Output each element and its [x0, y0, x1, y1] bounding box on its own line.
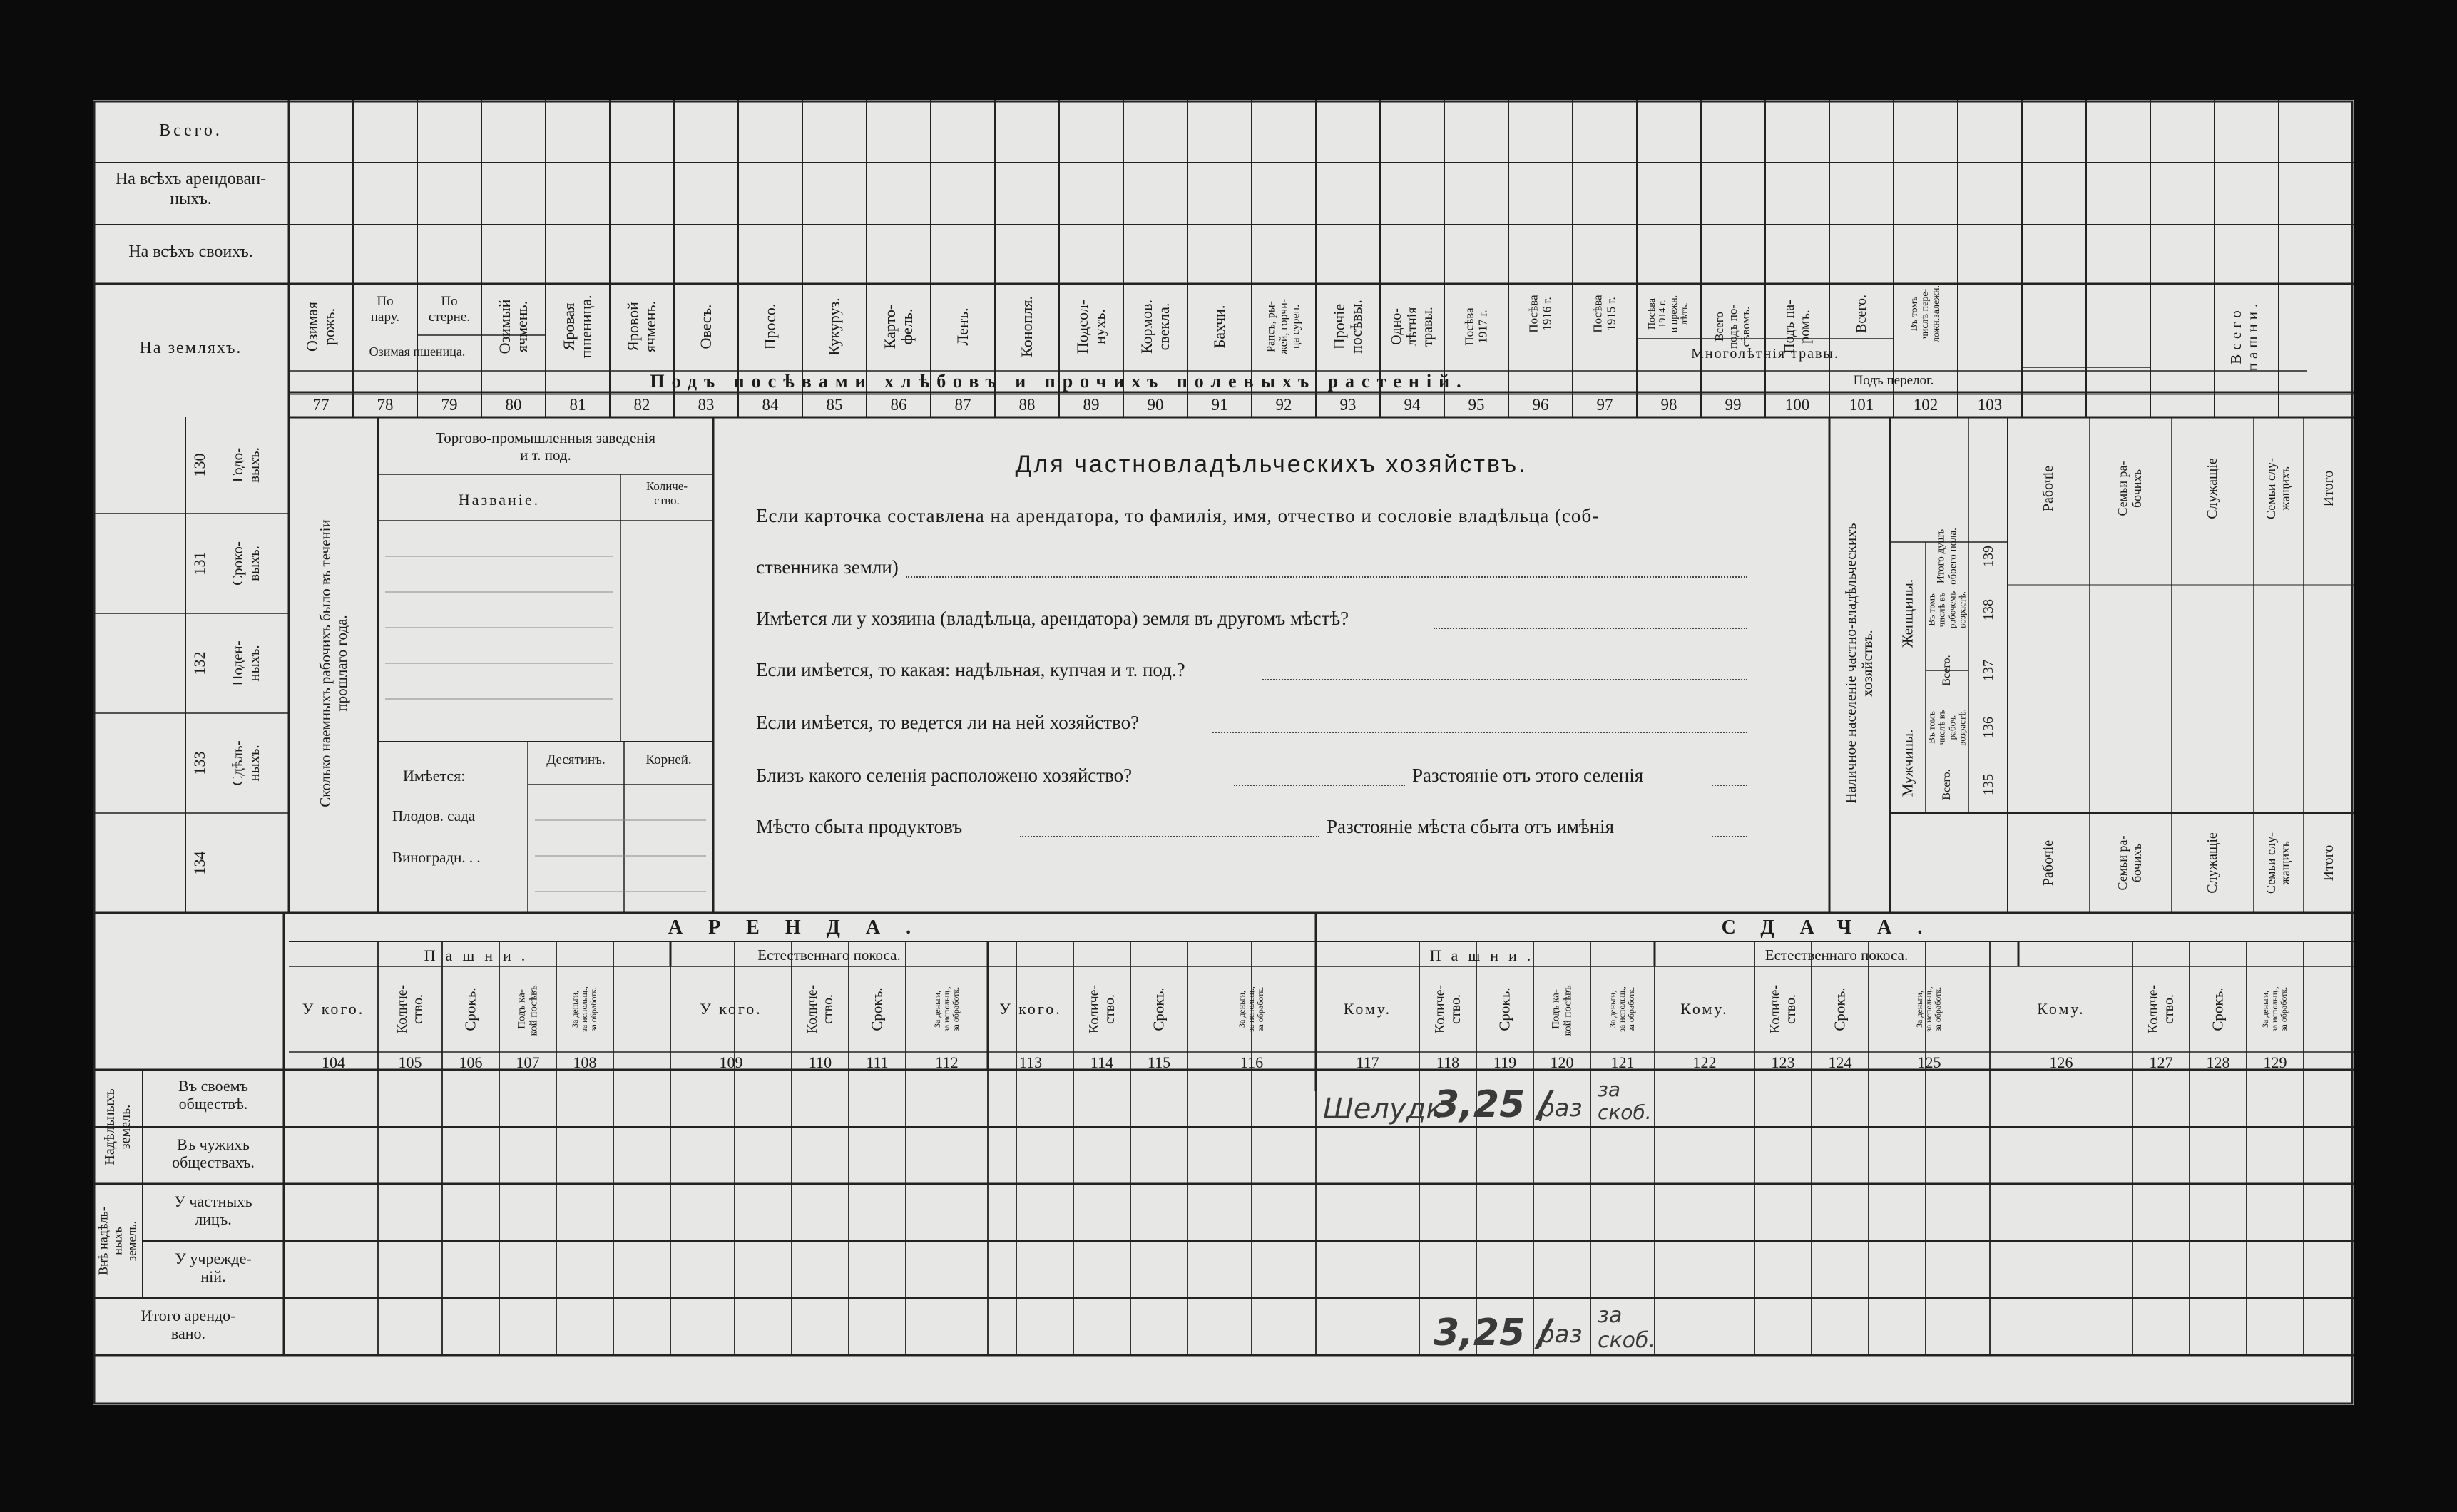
arenda-title: АРЕНДА. [668, 916, 937, 939]
column-number: 98 [1660, 396, 1677, 414]
sdacha-title: СДАЧА. [1721, 916, 1948, 939]
question-land-type: Если имѣется, то какая: надѣльная, купчая и т. под.? [756, 659, 1185, 680]
lease-party-header: Кому. [1680, 1000, 1729, 1018]
arenda-pashni-label: Пашни. [424, 946, 536, 964]
crops-band-title: Подъ посѣвами хлѣбовъ и прочихъ полевыхъ растеній. [650, 371, 1468, 392]
column-number: 96 [1532, 396, 1549, 414]
arenda-pokos-label: Естественнаго покоса. [757, 946, 901, 964]
question-market-distance: Разстояніе мѣста сбыта отъ имѣнія [1327, 816, 1615, 837]
census-card: Всего. На всѣхъ арендован- ныхъ. На всѣхъ своихъ. На земляхъ. Озимая рожь. По пару. По стерне. Озимая пшеница. Озимый ячмень. Яровая пшеница. Яровой ячмень. Овесъ. Просо. Кукуруз. Карто- фель. Ленъ. Конопля. Подсол- нухъ. Кормов. свекла. Бахчи. Рапсъ, ры- жей, горчи- ца суреп. Прочіе посѣвы. Одно- лѣтнія травы. Посѣва 1917 г. Посѣва 1916 г. Посѣва 1915 г. Посѣва 1914 г. и прежн. лѣтъ. Многолѣтнія травы. Всего подъ по- сѣвомъ. Подъ па- ромъ. Всего. Въ томъ числѣ пере- ложн.залежн. Подъ перелог. Всего пашни. Подъ посѣвами хлѣбовъ и прочихъ полевыхъ растеній. 77 78 79 80 81 82 83 84 85 86 87 88 89 90 91 92 93 94 95 96 97 98 99 100 101 102 103 130 131 132 133 134 Годо- выхъ. Сроко- выхъ. Поден- ныхъ. Сдѣль- ныхъ. Сколько наемныхъ рабочихъ было въ теченіи прошлаго года. Торгово-промышленныя заведенія и т. под. Названіе. Количе- ство. Имѣется: Плодов. сада Виноградн. . . Десятинъ. Корней. Для частновладѣльческихъ хозяйствъ. Если карточка составлена на арендатора, то фамилія, имя, отчество и сословіе владѣльца (соб- ственника земли) Имѣется ли у хозяина (владѣльца, арендатора) земля въ другомъ мѣстѣ? Если имѣется, то какая: надѣльная, купчая и т. под.? Если имѣется, то ведется ли на ней хозяйство? Близъ какого селенія расположено хозяйство? Разстояніе отъ этого селенія Мѣсто сбыта продуктовъ Разстояніе мѣста сбыта отъ имѣнія Наличное населеніе частно-владѣльческихъ хозяйствъ. Мужчины. Женщины. Всего. Въ томъ числѣ въ рабоч. возрастѣ. Всего. Въ томъ числѣ въ рабочемъ возрастѣ. Итого душъ обоего пола. 135 136 137 138 139 Рабочіе Семьи ра- бочихъ Служащіе Семьи слу- жащихъ Итого Рабочіе Семьи ра- бочихъ Служащіе Семьи слу- жащихъ Итого АРЕНДА. СДАЧА. Пашни. Естественнаго покоса. Пашни. Естественнаго покоса. У кого. Количе- ство. Срокъ. Подъ ка- кой посѣвъ. За деньги, за испольщ., за обработк. У кого. Количе- ство. Срокъ. За деньги, за испольщ., за обработк. У кого. Количе- ство. Срокъ. За деньги, за испольщ., за обработк. Кому. Количе- ство. Срокъ. Подъ ка- кой посѣвъ. За деньги, за испольщ., за обработк. Кому. Количе- ство. Срокъ. За деньги, за испольщ., за обработк. Кому. Количе- ство. Срокъ. За деньги, за испольщ., за обработк. 104 105 106 107 108 109 110 111 112 113 114 115 116 117 118 119 120 121 122 123 124 125 126 127 128 129 Надѣльныхъ земель. Внѣ надѣль- ныхъ земель. Въ своемъ обществѣ. Въ чужихъ обществахъ. У частныхъ лицъ. У учрежде- ній. Итого арендо- вано. Шелудк 3,25 / раз за скоб. 3,25 / раз за скоб. [93, 100, 2354, 1405]
lease-column-number: 116 [1240, 1053, 1264, 1071]
answer-line-owner[interactable] [906, 576, 1747, 578]
column-number: 90 [1147, 396, 1164, 414]
lease-column-number: 121 [1610, 1053, 1635, 1071]
private-estates-title: Для частновладѣльческихъ хозяйствъ. [1015, 451, 1528, 478]
crop-header-78: По пару. [370, 294, 400, 325]
multi-year-grasses-label: Многолѣтнія травы. [1691, 346, 1839, 362]
crop-header-79: По стерне. [428, 294, 471, 325]
question-nearest-village: Близъ какого селенія расположено хозяйство? [756, 765, 1133, 786]
private-persons-label: У частныхъ лицъ. [174, 1192, 252, 1229]
question-village-distance: Разстояніе отъ этого селенія [1412, 765, 1644, 786]
column-number: 101 [1849, 396, 1874, 414]
lease-column-number: 122 [1692, 1053, 1717, 1071]
question-owner: Если карточка составлена на арендатора, то фамилія, имя, отчество и сословіе владѣльца (соб- [756, 505, 1600, 526]
korney-header: Корней. [645, 752, 692, 767]
answer-line-farming[interactable] [1212, 732, 1747, 733]
orchard-label: Плодов. сада [392, 807, 476, 824]
column-number: 79 [441, 396, 458, 414]
column-number: 94 [1404, 396, 1421, 414]
sdacha-pashni-label: Пашни. [1429, 946, 1541, 964]
column-number: 103 [1977, 396, 2003, 414]
lease-column-number: 107 [516, 1053, 540, 1071]
column-number: 102 [1913, 396, 1938, 414]
name-column-header: Названіе. [458, 491, 541, 509]
lease-column-number: 105 [398, 1053, 422, 1071]
lease-party-header: У кого. [999, 1000, 1062, 1018]
lease-column-number: 109 [719, 1053, 743, 1071]
row-label-na-zemlyakh: На земляхъ. [139, 339, 242, 357]
lease-column-number: 110 [808, 1053, 832, 1071]
row-label-svoikh: На всѣхъ своихъ. [128, 242, 253, 261]
column-number: 88 [1018, 396, 1036, 414]
column-number: 99 [1725, 396, 1742, 414]
column-number: 83 [698, 396, 715, 414]
column-number: 97 [1596, 396, 1613, 414]
column-number: 93 [1339, 396, 1357, 414]
question-farming: Если имѣется, то ведется ли на ней хозяйство? [756, 712, 1140, 733]
lease-column-number: 115 [1147, 1053, 1171, 1071]
crop-header-winter-wheat: Озимая пшеница. [369, 344, 466, 359]
lease-column-number: 112 [935, 1053, 959, 1071]
handwritten-term: раз [1539, 1094, 1583, 1123]
column-number: 82 [633, 396, 650, 414]
column-number: 89 [1083, 396, 1100, 414]
question-other-land: Имѣется ли у хозяина (владѣльца, арендатора) земля въ другомъ мѣстѣ? [756, 608, 1349, 629]
column-number: 85 [826, 396, 843, 414]
lease-column-number: 118 [1436, 1053, 1460, 1071]
lease-party-header: У кого. [700, 1000, 762, 1018]
answer-line-market[interactable] [1020, 836, 1319, 837]
question-owner-cont: ственника земли) [756, 556, 899, 578]
row-label-vsego: Всего. [159, 121, 223, 140]
lease-party-header: Кому. [1343, 1000, 1392, 1018]
handwritten-quantity: 3,25 / [1434, 1083, 1552, 1126]
total-rented-label: Итого арендо- вано. [141, 1307, 236, 1343]
lease-column-number: 128 [2206, 1053, 2230, 1071]
column-number: 100 [1784, 396, 1810, 414]
trade-establishments-heading: Торгово-промышленныя заведенія и т. под. [436, 429, 655, 464]
lease-column-number: 114 [1090, 1053, 1114, 1071]
column-number: 78 [377, 396, 394, 414]
column-number: 86 [890, 396, 907, 414]
lease-column-number: 125 [1917, 1053, 1941, 1071]
institutions-label: У учрежде- ній. [175, 1250, 252, 1286]
answer-line-village[interactable] [1234, 785, 1405, 786]
column-number: 92 [1275, 396, 1292, 414]
lease-column-number: 123 [1771, 1053, 1795, 1071]
column-number: 81 [569, 396, 586, 414]
handwritten-payment: за скоб. [1598, 1078, 1652, 1125]
handwritten-lessee: Шелудк [1323, 1093, 1444, 1125]
answer-line-other-land[interactable] [1434, 628, 1747, 629]
lease-column-number: 124 [1828, 1053, 1852, 1071]
column-number: 80 [505, 396, 522, 414]
handwritten-total-payment: за скоб. [1598, 1303, 1656, 1353]
handwritten-total-quantity: 3,25 / [1434, 1312, 1552, 1354]
row-label-arend: На всѣхъ арендован- ныхъ. [115, 170, 267, 208]
answer-line-market-distance[interactable] [1712, 836, 1747, 837]
handwritten-total-term: раз [1539, 1320, 1583, 1349]
column-number: 84 [762, 396, 779, 414]
lease-column-number: 117 [1356, 1053, 1379, 1071]
quantity-column-header: Количе- ство. [645, 479, 688, 507]
lease-party-header: У кого. [302, 1000, 365, 1018]
column-number: 77 [312, 396, 330, 414]
answer-line-land-type[interactable] [1262, 679, 1747, 680]
lease-column-number: 108 [573, 1053, 597, 1071]
sdacha-pokos-label: Естественнаго покоса. [1764, 946, 1909, 964]
lease-party-header: Кому. [2037, 1000, 2085, 1018]
lease-column-number: 120 [1550, 1053, 1574, 1071]
lease-column-number: 106 [459, 1053, 483, 1071]
other-communities-label: Въ чужихъ обществахъ. [172, 1135, 255, 1172]
perelog-label: Подъ перелог. [1853, 373, 1934, 388]
desyatin-header: Десятинъ. [546, 752, 606, 767]
lease-column-number: 127 [2149, 1053, 2173, 1071]
lease-column-number: 113 [1018, 1053, 1043, 1071]
lease-column-number: 111 [866, 1053, 889, 1071]
question-market: Мѣсто сбыта продуктовъ [756, 816, 963, 837]
own-community-label: Въ своемъ обществѣ. [178, 1077, 248, 1113]
imeetsya-label: Имѣется: [403, 767, 466, 785]
column-number: 95 [1468, 396, 1485, 414]
column-number: 91 [1211, 396, 1228, 414]
vineyard-label: Виноградн. . . [392, 849, 481, 866]
lease-column-number: 129 [2263, 1053, 2287, 1071]
lease-column-number: 126 [2049, 1053, 2073, 1071]
answer-line-village-distance[interactable] [1712, 785, 1747, 786]
lease-column-number: 119 [1493, 1053, 1517, 1071]
lease-column-number: 104 [322, 1053, 345, 1071]
column-number: 87 [954, 396, 971, 414]
